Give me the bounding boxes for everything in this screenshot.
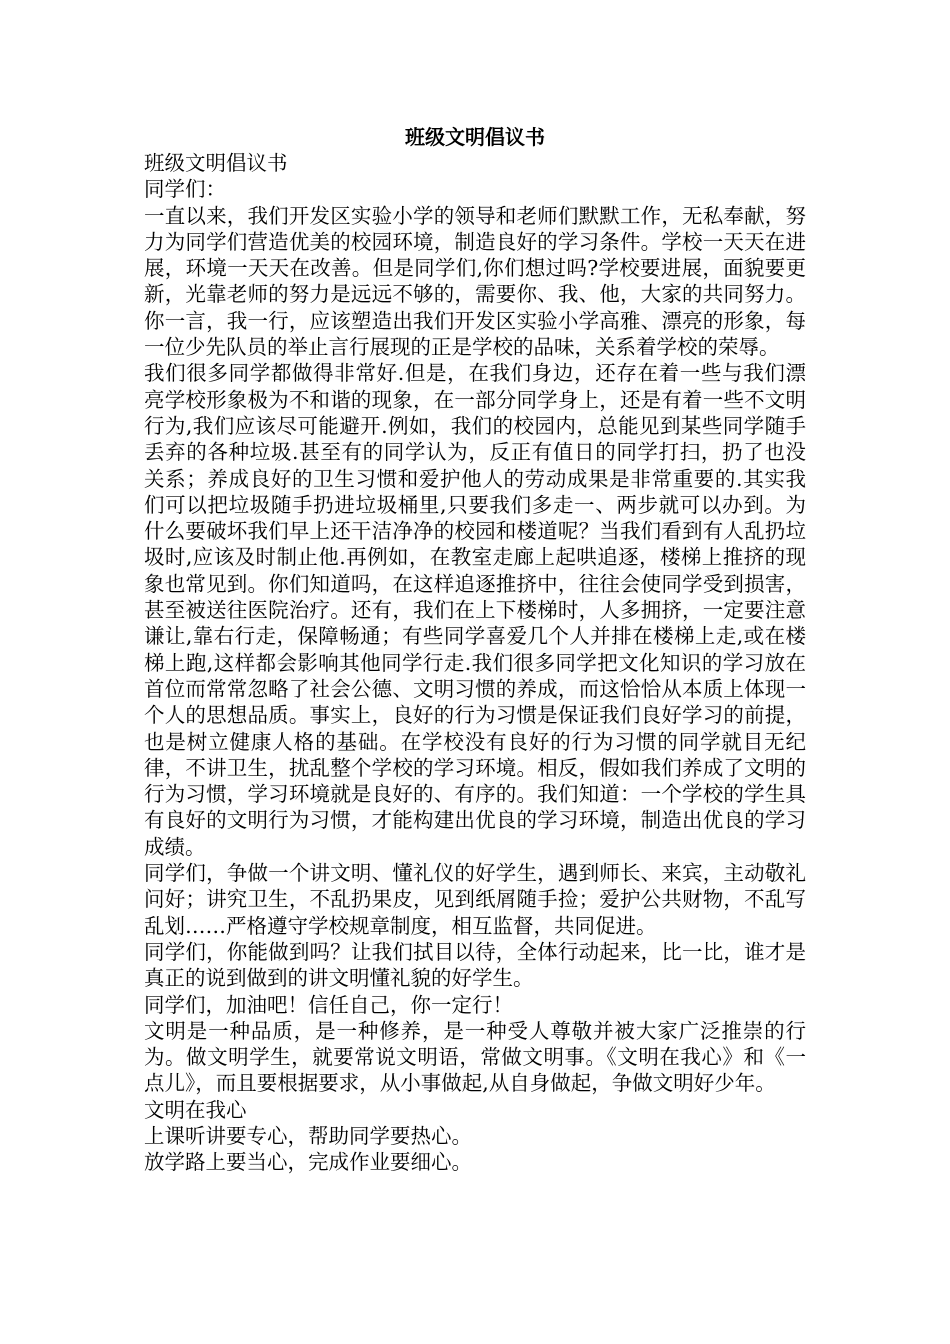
paragraph-subtitle: 班级文明倡议书 [144, 151, 288, 175]
paragraph-civility: 文明是一种品质，是一种修养，是一种受人尊敬并被大家广泛推崇的行为。做文明学生，就要常说文明语，常做文明事。《文明在我心》和《一点儿》，而且要根据要求，从小事做起,从自身做起，争做文明好少年。 [144, 1018, 806, 1096]
paragraph-poem-line-2: 放学路上要当心，完成作业要细心。 [144, 1150, 472, 1175]
paragraph-behavior: 我们很多同学都做得非常好.但是，在我们身边，还存在着一些与我们漂亮学校形象极为不和谐的现象，在一部分同学身上，还是有着一些不文明行为,我们应该尽可能避开.例如，我们的校园内，总能见到某些同学随手丢弃的各种垃圾.甚至有的同学认为，反正有值日的同学打扫，扔了也没关系；养成良好的卫生习惯和爱护他人的劳动成果是非常重要的.其实我们可以把垃圾随手扔进垃圾桶里,只要我们多走一、两步就可以办到。为什么要破坏我们早上还干洁净净的校园和楼道呢？当我们看到有人乱扔垃圾时,应该及时制止他.再例如，在教室走廊上起哄追逐，楼梯上推挤的现象也常见到。你们知道吗，在这样追逐推挤中，往往会使同学受到损害，甚至被送往医院治疗。还有，我们在上下楼梯时，人多拥挤，一定要注意谦让,靠右行走，保障畅通；有些同学喜爱几个人并排在楼梯上走,或在楼梯上跑,这样都会影响其他同学行走.我们很多同学把文化知识的学习放在首位而常常忽略了社会公德、文明习惯的养成，而这恰恰从本质上体现一个人的思想品质。事实上，良好的行为习惯是保证我们良好学习的前提，也是树立健康人格的基础。在学校没有良好的行为习惯的同学就目无纪律，不讲卫生，扰乱整个学校的学习环境。相反，假如我们养成了文明的行为习惯，学习环境就是良好的、有序的。我们知道：一个学校的学生具有良好的文明行为习惯，才能构建出优良的学习环境，制造出优良的学习成绩。 [144, 361, 806, 859]
paragraph-challenge: 同学们，你能做到吗？让我们拭目以待，全体行动起来，比一比，谁才是真正的说到做到的讲文明懂礼貌的好学生。 [144, 939, 806, 991]
paragraph-intro: 一直以来，我们开发区实验小学的领导和老师们默默工作，无私奉献，努力为同学们营造优美的校园环境，制造良好的学习条件。学校一天天在进展，环境一天天在改善。但是同学们,你们想过吗?学校要进展，面貌要更新，光靠老师的努力是远远不够的，需要你、我、他，大家的共同努力。你一言，我一行，应该塑造出我们开发区实验小学高雅、漂亮的形象，每一位少先队员的举止言行展现的正是学校的品味，关系着学校的荣辱。 [144, 203, 806, 360]
paragraph-call-to-action: 同学们，争做一个讲文明、懂礼仪的好学生，遇到师长、来宾，主动敬礼问好；讲究卫生，不乱扔果皮，见到纸屑随手捡；爱护公共财物，不乱写乱划……严格遵守学校规章制度，相互监督，共同促进。 [144, 861, 806, 938]
paragraph-salutation: 同学们： [144, 177, 226, 202]
document-title: 班级文明倡议书 [405, 125, 545, 149]
paragraph-poem-title: 文明在我心 [144, 1097, 247, 1122]
document-body [144, 150, 806, 1176]
paragraph-encouragement: 同学们，加油吧！信任自己，你一定行！ [144, 992, 513, 1017]
paragraph-poem-line-1: 上课听讲要专心，帮助同学要热心。 [144, 1123, 472, 1148]
